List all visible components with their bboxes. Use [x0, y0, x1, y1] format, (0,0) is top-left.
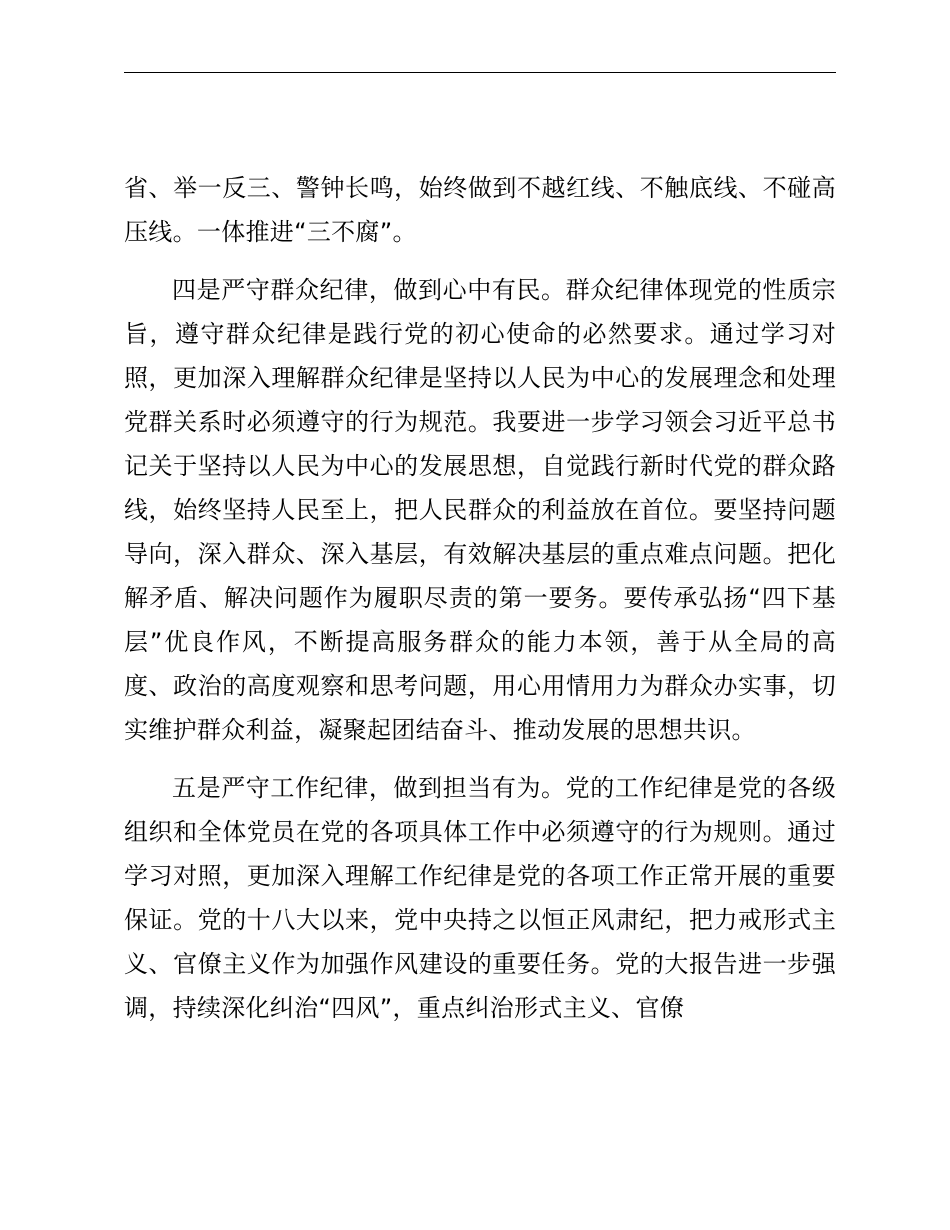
document-body: [124, 166, 836, 1030]
paragraph-work-discipline: 五是严守工作纪律，做到担当有为。党的工作纪律是党的各级组织和全体党员在党的各项具体工作中必须遵守的行为规则。通过学习对照，更加深入理解工作纪律是党的各项工作正常开展的重要保证。党的十八大以来，党中央持之以恒正风肃纪，把力戒形式主义、官僚主义作为加强作风建设的重要任务。党的大报告进一步强调，持续深化纠治“四风”，重点纠治形式主义、官僚: [124, 774, 836, 1022]
paragraph-continuation: 省、举一反三、警钟长鸣，始终做到不越红线、不触底线、不碰高压线。一体推进“三不腐”。: [124, 174, 836, 246]
paragraph-mass-discipline: 四是严守群众纪律，做到心中有民。群众纪律体现党的性质宗旨，遵守群众纪律是践行党的初心使命的必然要求。通过学习对照，更加深入理解群众纪律是坚持以人民为中心的发展理念和处理党群关系时必须遵守的行为规范。我要进一步学习领会习近平总书记关于坚持以人民为中心的发展思想，自觉践行新时代党的群众路线，始终坚持人民至上，把人民群众的利益放在首位。要坚持问题导向，深入群众、深入基层，有效解决基层的重点难点问题。把化解矛盾、解决问题作为履职尽责的第一要务。要传承弘扬“四下基层”优良作风，不断提高服务群众的能力本领，善于从全局的高度、政治的高度观察和思考问题，用心用情用力为群众办实事，切实维护群众利益，凝聚起团结奋斗、推动发展的思想共识。: [124, 276, 836, 744]
header-rule: [124, 72, 836, 73]
